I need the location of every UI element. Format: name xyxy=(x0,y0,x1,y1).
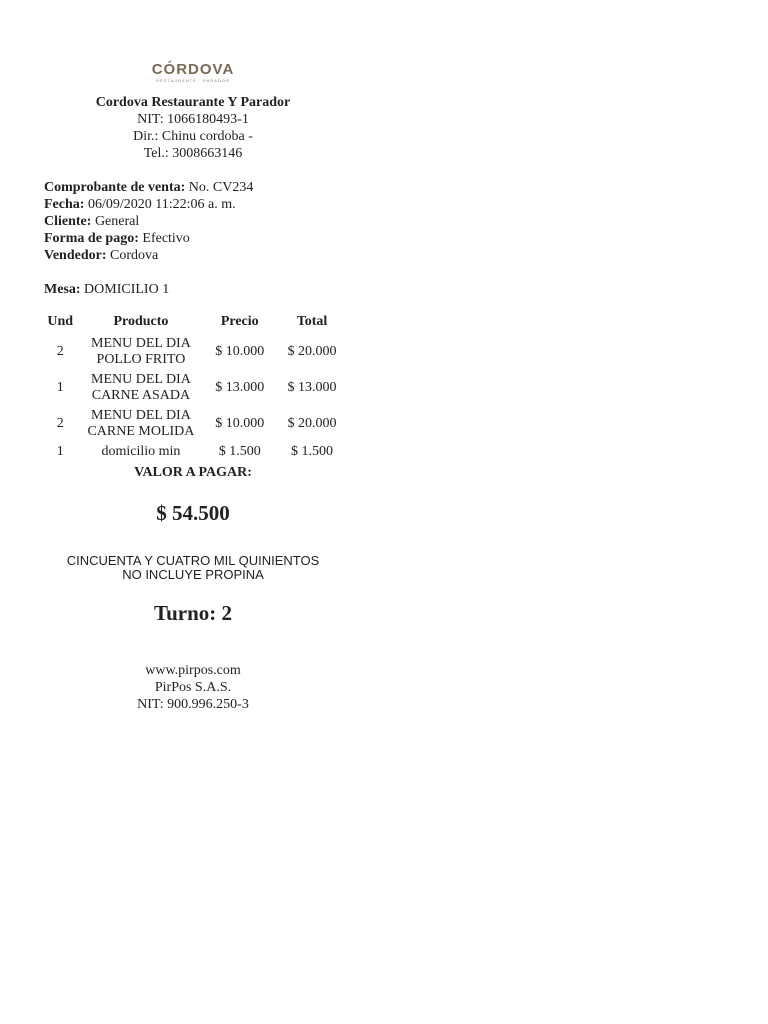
table-row xyxy=(40,442,346,462)
row-producto-line1: MENU DEL DIA xyxy=(91,336,191,351)
table-row xyxy=(40,370,346,406)
pago-label: Forma de pago: xyxy=(44,231,139,246)
row-und: 1 xyxy=(56,380,64,395)
cliente-label: Cliente: xyxy=(44,214,92,229)
table-row xyxy=(40,406,346,442)
row-producto-line1: domicilio min xyxy=(101,444,181,459)
items-table xyxy=(40,308,346,462)
cliente-value: General xyxy=(94,214,140,229)
footer-nit: NIT: 900.996.250-3 xyxy=(137,697,249,712)
row-producto xyxy=(80,442,201,462)
pago-row xyxy=(44,230,346,247)
vendedor-value: Cordova xyxy=(110,248,159,263)
mesa-value: DOMICILIO 1 xyxy=(84,282,170,297)
mesa-label: Mesa: xyxy=(44,282,81,297)
comprobante-row xyxy=(44,179,346,196)
footer-website: www.pirpos.com xyxy=(145,663,241,678)
row-producto-line1: MENU DEL DIA xyxy=(91,408,191,423)
cliente-row xyxy=(44,213,346,230)
comprobante-value: No. CV234 xyxy=(188,180,254,195)
row-und: 2 xyxy=(56,416,64,431)
row-und: 1 xyxy=(56,444,64,459)
row-producto xyxy=(80,334,201,370)
row-precio: $ 10.000 xyxy=(215,344,265,359)
row-producto-line1: MENU DEL DIA xyxy=(91,372,191,387)
row-total: $ 1.500 xyxy=(291,444,333,459)
row-producto-line2: CARNE ASADA xyxy=(91,388,191,403)
fecha-value: 06/09/2020 11:22:06 a. m. xyxy=(87,197,236,212)
table-header-row xyxy=(40,308,346,334)
row-producto-line2: CARNE MOLIDA xyxy=(87,424,195,439)
valor-a-pagar-label: VALOR A PAGAR: xyxy=(134,465,252,480)
restaurant-logo xyxy=(40,58,346,88)
row-total: $ 13.000 xyxy=(287,380,337,395)
business-phone: Tel.: 3008663146 xyxy=(143,146,243,161)
valor-a-pagar-amount: $ 54.500 xyxy=(156,501,230,525)
amount-in-words: CINCUENTA Y CUATRO MIL QUINIENTOS xyxy=(66,553,320,568)
logo-tagline: RESTAURANTE · PARADOR xyxy=(156,78,230,83)
receipt xyxy=(40,58,346,713)
footer-company: PirPos S.A.S. xyxy=(154,680,232,695)
mesa-row xyxy=(44,281,346,298)
header-und: Und xyxy=(47,314,74,329)
header-total: Total xyxy=(296,314,328,329)
amount-in-words-block xyxy=(40,554,346,582)
header-precio: Precio xyxy=(220,314,259,329)
business-name: Cordova Restaurante Y Parador xyxy=(95,95,291,110)
fecha-label: Fecha: xyxy=(44,197,85,212)
vendedor-label: Vendedor: xyxy=(44,248,107,263)
propina-note: NO INCLUYE PROPINA xyxy=(122,567,264,582)
business-address: Dir.: Chinu cordoba - xyxy=(133,129,253,144)
vendedor-row xyxy=(44,247,346,264)
business-nit: NIT: 1066180493-1 xyxy=(137,112,249,127)
row-producto xyxy=(80,406,201,442)
row-precio: $ 10.000 xyxy=(215,416,265,431)
sale-info xyxy=(44,179,346,264)
row-total: $ 20.000 xyxy=(287,344,337,359)
row-total: $ 20.000 xyxy=(287,416,337,431)
comprobante-label: Comprobante de venta: xyxy=(44,180,186,195)
row-producto-line2: POLLO FRITO xyxy=(96,352,186,367)
pago-value: Efectivo xyxy=(142,231,190,246)
row-und: 2 xyxy=(56,344,64,359)
footer xyxy=(40,662,346,713)
row-precio: $ 1.500 xyxy=(218,444,261,459)
table-row xyxy=(40,334,346,370)
header-producto: Producto xyxy=(113,314,169,329)
turno-number: Turno: 2 xyxy=(153,601,232,625)
fecha-row xyxy=(44,196,346,213)
row-producto xyxy=(80,370,201,406)
row-precio: $ 13.000 xyxy=(215,380,265,395)
logo-wordmark: CÓRDOVA xyxy=(151,61,235,78)
